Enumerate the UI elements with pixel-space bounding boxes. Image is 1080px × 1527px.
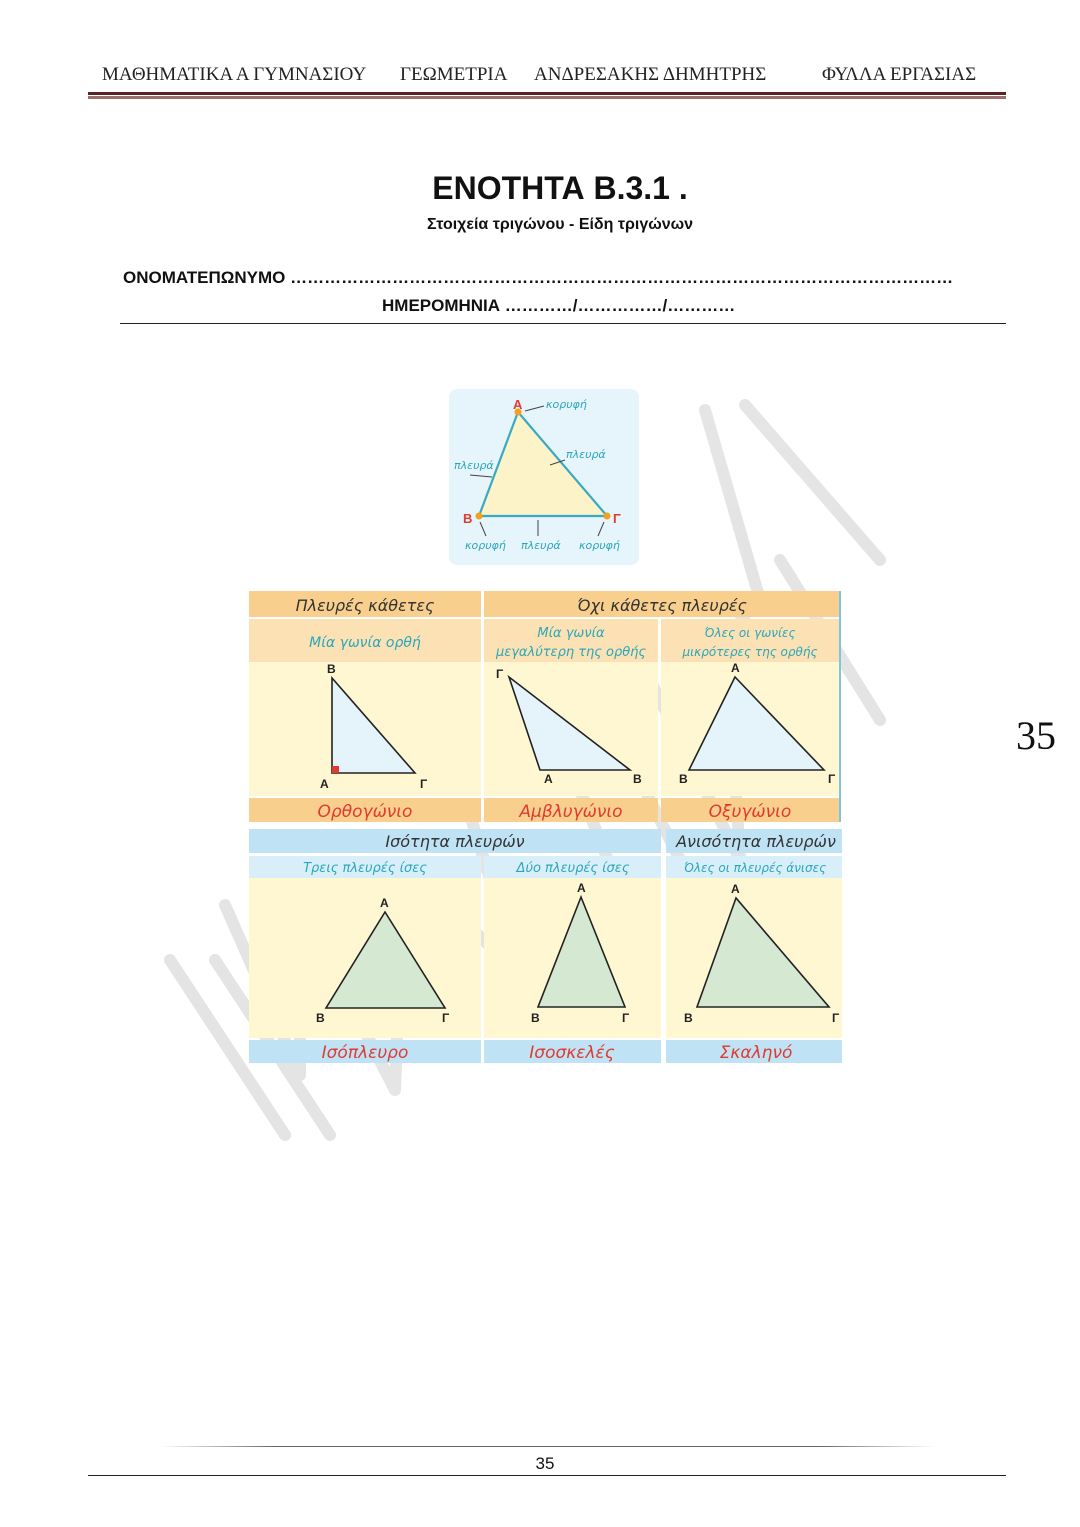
name-isosceles: Ισοσκελές [529, 1043, 615, 1063]
obtuse-vertex-b: Β [633, 772, 642, 786]
group-not-perpendicular: Όχι κάθετες πλευρές [577, 596, 747, 615]
label-vertex-top: κορυφή [546, 398, 587, 411]
page-subtitle: Στοιχεία τριγώνου - Είδη τριγώνων [426, 216, 694, 233]
header-doc-type: ΦΥΛΛΑ ΕΡΓΑΣΙΑΣ [822, 64, 977, 85]
label-side-bottom: πλευρά [521, 539, 561, 552]
right-vertex-g: Γ [420, 777, 428, 791]
obtuse-vertex-a: Α [544, 772, 553, 786]
page-title: ΕΝΟΤΗΤΑ Β.3.1 . [432, 170, 688, 206]
name-scalene: Σκαληνό [719, 1043, 793, 1063]
vertex-dot-b [476, 513, 483, 520]
cond-none: Όλες οι πλευρές άνισες [683, 861, 827, 875]
header-topic: ΓΕΩΜΕΤΡΙΑ [400, 64, 508, 85]
isosceles-vertex-b: Β [531, 1011, 540, 1025]
date-field[interactable]: ΗΜΕΡΟΜΗΝΙΑ …………/……………/………… [382, 296, 736, 315]
cond-right: Μία γωνία ορθή [309, 635, 421, 651]
cond-obtuse-line1: Μία γωνία [537, 626, 605, 641]
label-vertex-g: κορυφή [579, 539, 620, 552]
vertex-label-a: Α [513, 397, 523, 412]
acute-vertex-b: Β [679, 772, 688, 786]
equilateral-vertex-a: Α [380, 896, 389, 910]
right-vertex-b: Β [327, 662, 336, 676]
group-equal: Ισότητα πλευρών [385, 832, 525, 851]
group-perpendicular: Πλευρές κάθετες [295, 596, 435, 615]
name-acute: Οξυγώνιο [708, 802, 792, 822]
side-page-number: 35 [1016, 713, 1056, 758]
obtuse-vertex-g: Γ [496, 667, 504, 681]
acute-vertex-g: Γ [828, 772, 836, 786]
vertex-label-g: Γ [613, 511, 621, 526]
cond-two: Δύο πλευρές ίσες [516, 861, 630, 876]
name-right: Ορθογώνιο [317, 802, 413, 822]
label-side-left: πλευρά [454, 459, 494, 472]
acute-vertex-a: Α [731, 661, 740, 675]
equilateral-vertex-b: Β [316, 1011, 325, 1025]
group-unequal: Ανισότητα πλευρών [676, 832, 836, 851]
name-field[interactable]: ΟΝΟΜΑΤΕΠΩΝΥΜΟ ……………………………………………………………………………………………………… [123, 268, 954, 287]
scalene-vertex-b: Β [684, 1011, 693, 1025]
equilateral-vertex-g: Γ [442, 1011, 450, 1025]
footer-rule-bottom [88, 1475, 1006, 1476]
name-equilateral: Ισόπλευρο [321, 1043, 409, 1063]
scalene-vertex-g: Γ [832, 1011, 840, 1025]
cond-acute-line1: Όλες οι γωνίες [704, 626, 796, 640]
isosceles-vertex-g: Γ [622, 1011, 630, 1025]
sides-table [249, 829, 842, 1063]
cond-obtuse-line2: μεγαλύτερη της ορθής [495, 645, 647, 660]
footer-page-number: 35 [535, 1454, 555, 1473]
name-obtuse: Αμβλυγώνιο [519, 802, 623, 822]
header-author: ΑΝΔΡΕΣΑΚΗΣ ΔΗΜΗΤΡΗΣ [534, 64, 767, 85]
cond-three: Τρεις πλευρές ίσες [303, 861, 427, 876]
right-vertex-a: Α [320, 777, 329, 791]
angles-table [249, 591, 840, 822]
footer-rule-top [160, 1446, 935, 1447]
vertex-dot-g [604, 513, 611, 520]
vertex-label-b: Β [463, 511, 473, 526]
scalene-vertex-a: Α [731, 882, 740, 896]
cond-acute-line2: μικρότερες της ορθής [682, 645, 818, 659]
label-side-right: πλευρά [566, 448, 606, 461]
label-vertex-b: κορυφή [465, 539, 506, 552]
isosceles-vertex-a: Α [577, 881, 586, 895]
header-subject: ΜΑΘΗΜΑΤΙΚΑ Α ΓΥΜΝΑΣΙΟΥ [102, 64, 367, 85]
right-angle-mark [332, 766, 339, 773]
